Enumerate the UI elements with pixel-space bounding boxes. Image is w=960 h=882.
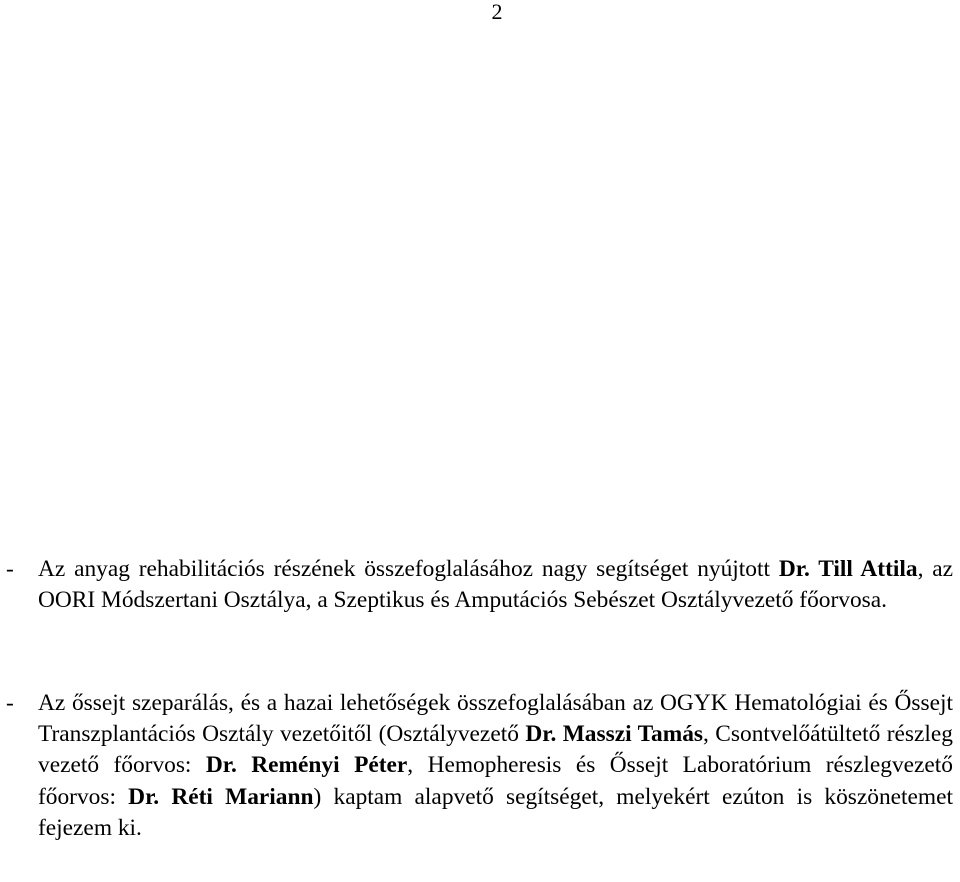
acknowledgement-paragraph-1	[6, 554, 953, 616]
paragraph-text: , az OORI Módszertani Osztálya, a Szeptikus és Amputációs Sebészet Osztályvezető főorvosa.	[38, 556, 953, 614]
person-name: Dr. Reményi Péter	[205, 752, 408, 779]
person-name: Dr. Till Attila	[778, 556, 918, 582]
paragraph-text: ) kaptam alapvető segítséget, melyekért ezúton is köszönetemet fejezem ki.	[38, 783, 953, 841]
bullet-dash: -	[6, 556, 14, 582]
person-name: Dr. Masszi Tamás	[525, 721, 704, 748]
page-number: 2	[491, 0, 503, 24]
bullet-dash: -	[6, 690, 14, 716]
paragraph-text: Az őssejt szeparálás, és a hazai lehetőségek összefoglalásában az OGYK Hematológiai és Őssejt Transzplantációs Osztály vezetőitől (Osztályvezető	[38, 690, 953, 748]
paragraph-text: Az anyag rehabilitációs részének összefoglalásához nagy segítséget nyújtott	[38, 556, 779, 582]
person-name: Dr. Réti Mariann	[128, 783, 314, 810]
acknowledgement-paragraph-2	[6, 688, 953, 844]
paragraph-text: , Hemopheresis és Őssejt Laboratórium részlegvezető főorvos:	[38, 752, 953, 810]
paragraph-text: , Csontvelőátültető részleg vezető főorvos:	[38, 721, 953, 779]
